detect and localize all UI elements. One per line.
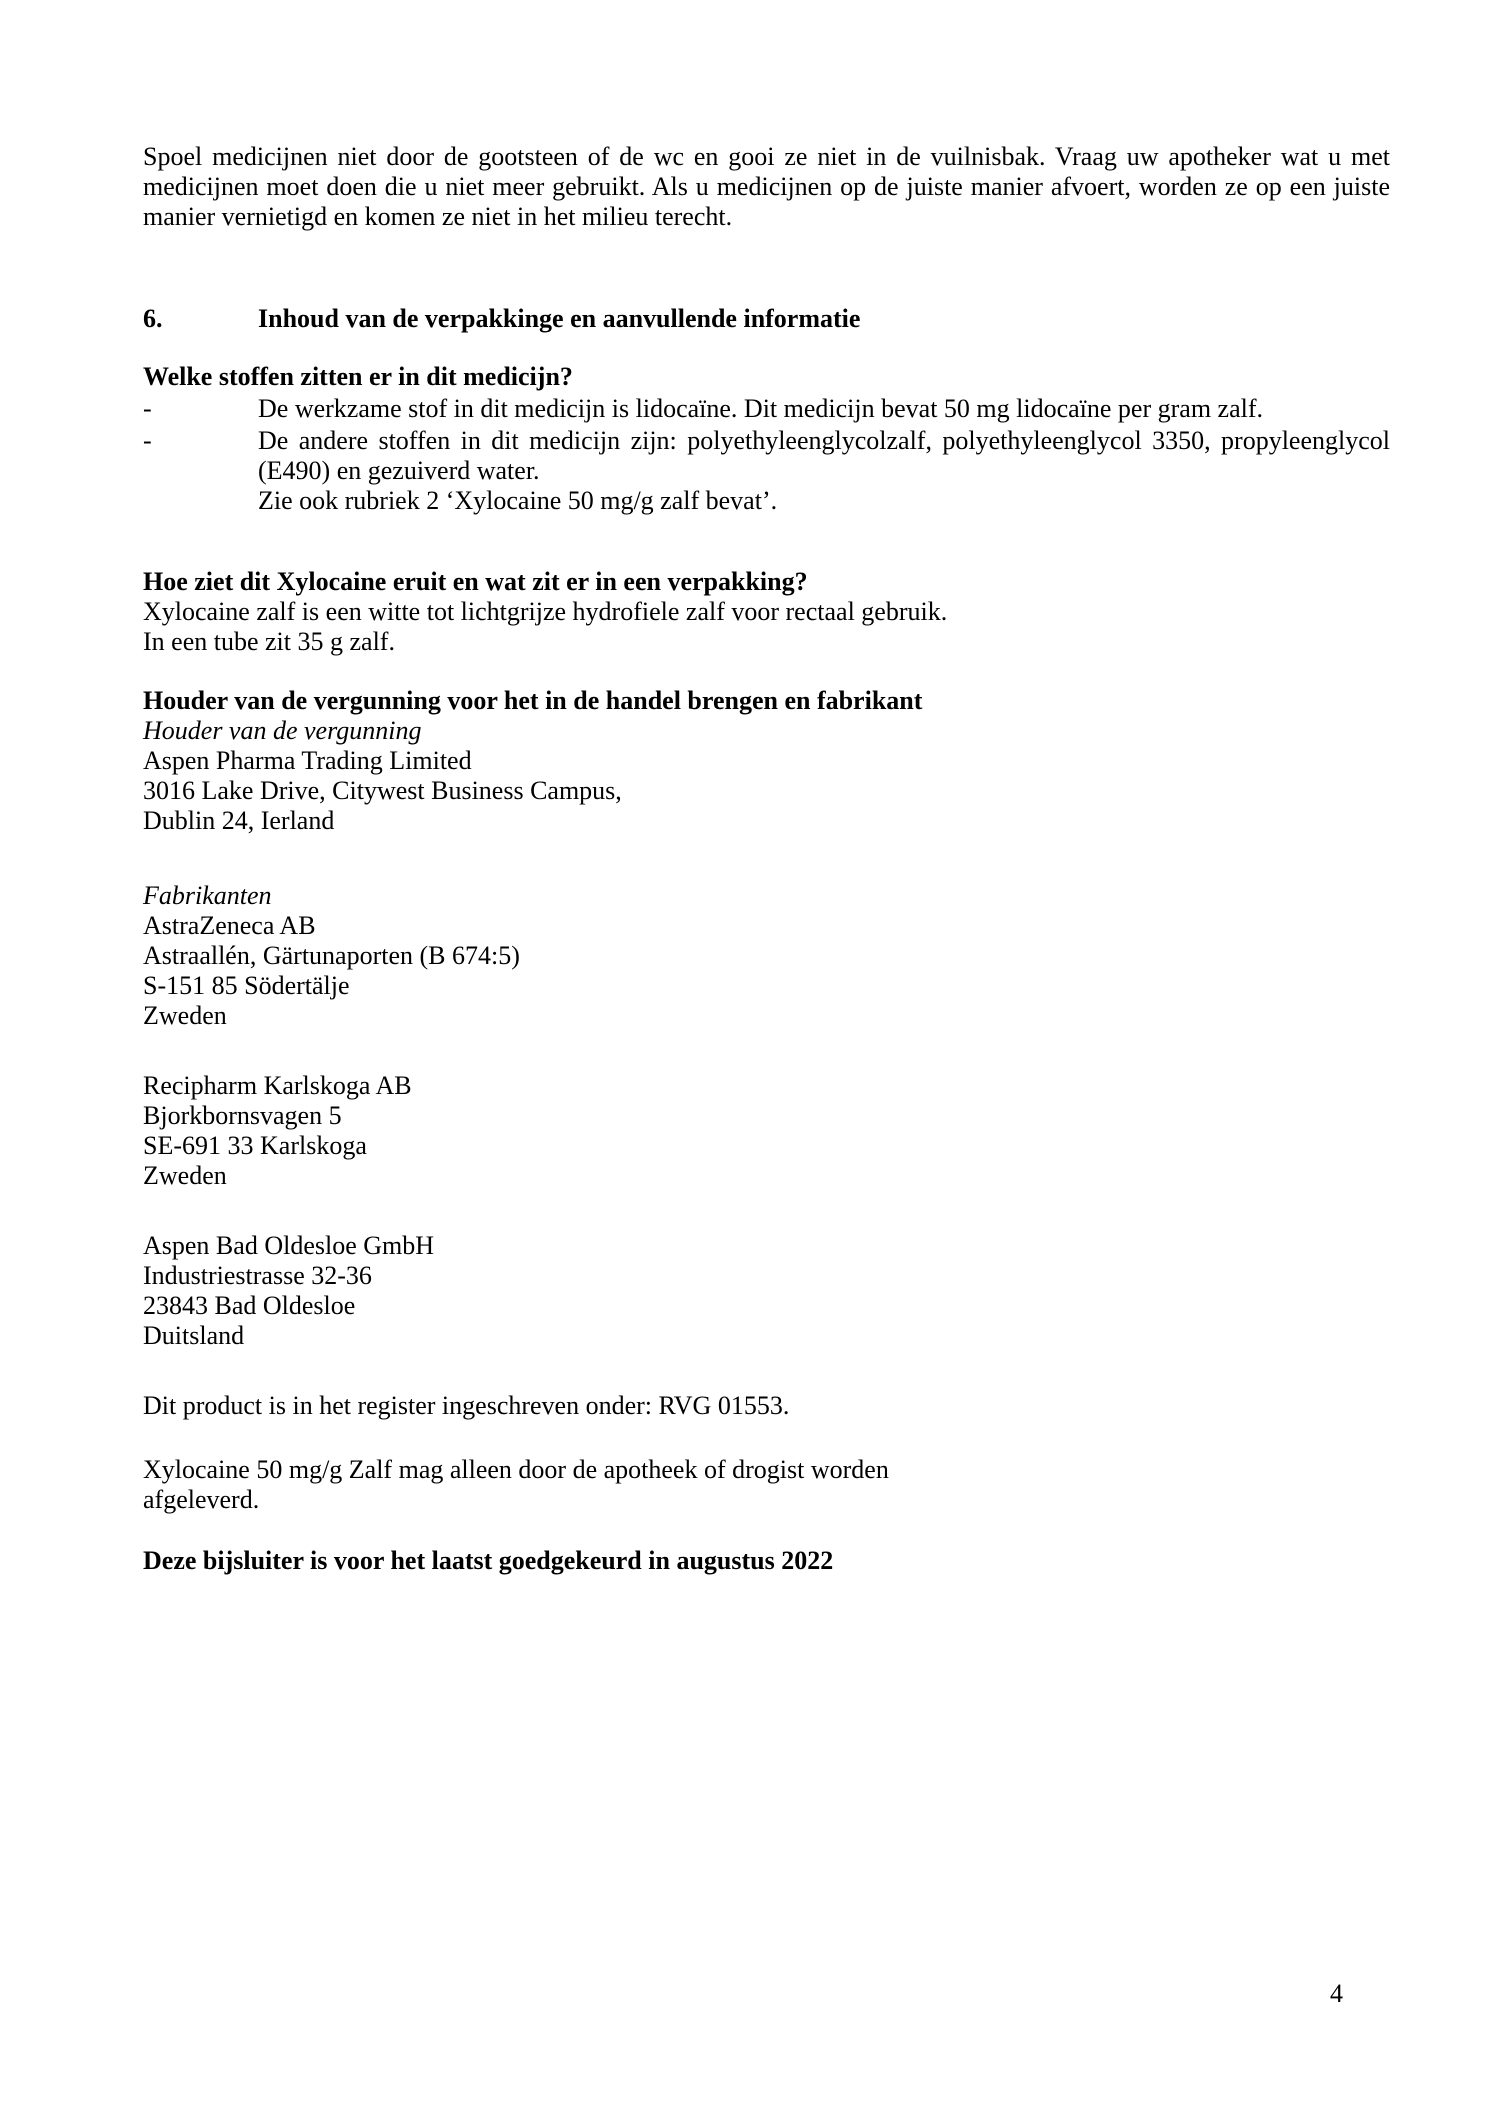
address-line: Bjorkbornsvagen 5 bbox=[143, 1101, 342, 1130]
section-number: 6. bbox=[143, 304, 163, 333]
address-line: Astraallén, Gärtunaporten (B 674:5) bbox=[143, 941, 520, 970]
address-line: S-151 85 Södertälje bbox=[143, 971, 350, 1000]
address-line: SE-691 33 Karlskoga bbox=[143, 1131, 367, 1160]
section-6-heading bbox=[143, 304, 1390, 334]
appearance-line: In een tube zit 35 g zalf. bbox=[143, 627, 395, 656]
manufacturer-name: AstraZeneca AB bbox=[143, 911, 316, 940]
appearance-line: Xylocaine zalf is een witte tot lichtgrijze hydrofiele zalf voor rectaal gebruik. bbox=[143, 597, 948, 626]
see-section-note: Zie ook rubriek 2 ‘Xylocaine 50 mg/g zalf bevat’. bbox=[258, 486, 778, 515]
approval-date-line: Deze bijsluiter is voor het laatst goedgekeurd in augustus 2022 bbox=[143, 1546, 834, 1575]
composition-bullet-1 bbox=[143, 394, 1390, 424]
dispensing-line: Xylocaine 50 mg/g Zalf mag alleen door de apotheek of drogist worden bbox=[143, 1455, 889, 1484]
manufacturers-subheading: Fabrikanten bbox=[143, 881, 272, 910]
marketing-authorisation-heading: Houder van de vergunning voor het in de handel brengen en fabrikant bbox=[143, 686, 923, 715]
license-holder-subheading: Houder van de vergunning bbox=[143, 716, 422, 745]
manufacturer-name: Aspen Bad Oldesloe GmbH bbox=[143, 1231, 435, 1260]
page-content bbox=[143, 142, 1390, 1576]
bullet-marker: - bbox=[143, 426, 152, 455]
composition-bullet-2 bbox=[143, 426, 1390, 486]
address-line: Zweden bbox=[143, 1001, 227, 1030]
address-line: 23843 Bad Oldesloe bbox=[143, 1291, 356, 1320]
composition-heading: Welke stoffen zitten er in dit medicijn? bbox=[143, 362, 573, 391]
address-line: Duitsland bbox=[143, 1321, 245, 1350]
address-line: Zweden bbox=[143, 1161, 227, 1190]
section-title: Inhoud van de verpakkinge en aanvullende informatie bbox=[258, 304, 861, 333]
appearance-heading: Hoe ziet dit Xylocaine eruit en wat zit er in een verpakking? bbox=[143, 567, 808, 596]
page-number: 4 bbox=[1330, 1979, 1343, 2008]
address-line: Industriestrasse 32-36 bbox=[143, 1261, 372, 1290]
bullet-text: De andere stoffen in dit medicijn zijn: polyethyleenglycolzalf, polyethyleenglycol 3350, propyleenglycol (E490) en gezuiverd water. bbox=[258, 426, 1390, 485]
manufacturer-name: Recipharm Karlskoga AB bbox=[143, 1071, 412, 1100]
disposal-paragraph: Spoel medicijnen niet door de gootsteen of de wc en gooi ze niet in de vuilnisbak. Vraag uw apotheker wat u met medicijnen moet doen die u niet meer gebruikt. Als u medicijnen op de juiste manier afvoert, worden ze op een juiste manier vernietigd en komen ze niet in het milieu terecht. bbox=[143, 142, 1390, 231]
address-line: 3016 Lake Drive, Citywest Business Campus, bbox=[143, 776, 622, 805]
dispensing-line: afgeleverd. bbox=[143, 1485, 260, 1514]
address-line: Aspen Pharma Trading Limited bbox=[143, 746, 472, 775]
address-line: Dublin 24, Ierland bbox=[143, 806, 335, 835]
bullet-marker: - bbox=[143, 394, 152, 423]
register-line: Dit product is in het register ingeschreven onder: RVG 01553. bbox=[143, 1391, 790, 1420]
bullet-text: De werkzame stof in dit medicijn is lidocaïne. Dit medicijn bevat 50 mg lidocaïne per gram zalf. bbox=[258, 394, 1264, 423]
